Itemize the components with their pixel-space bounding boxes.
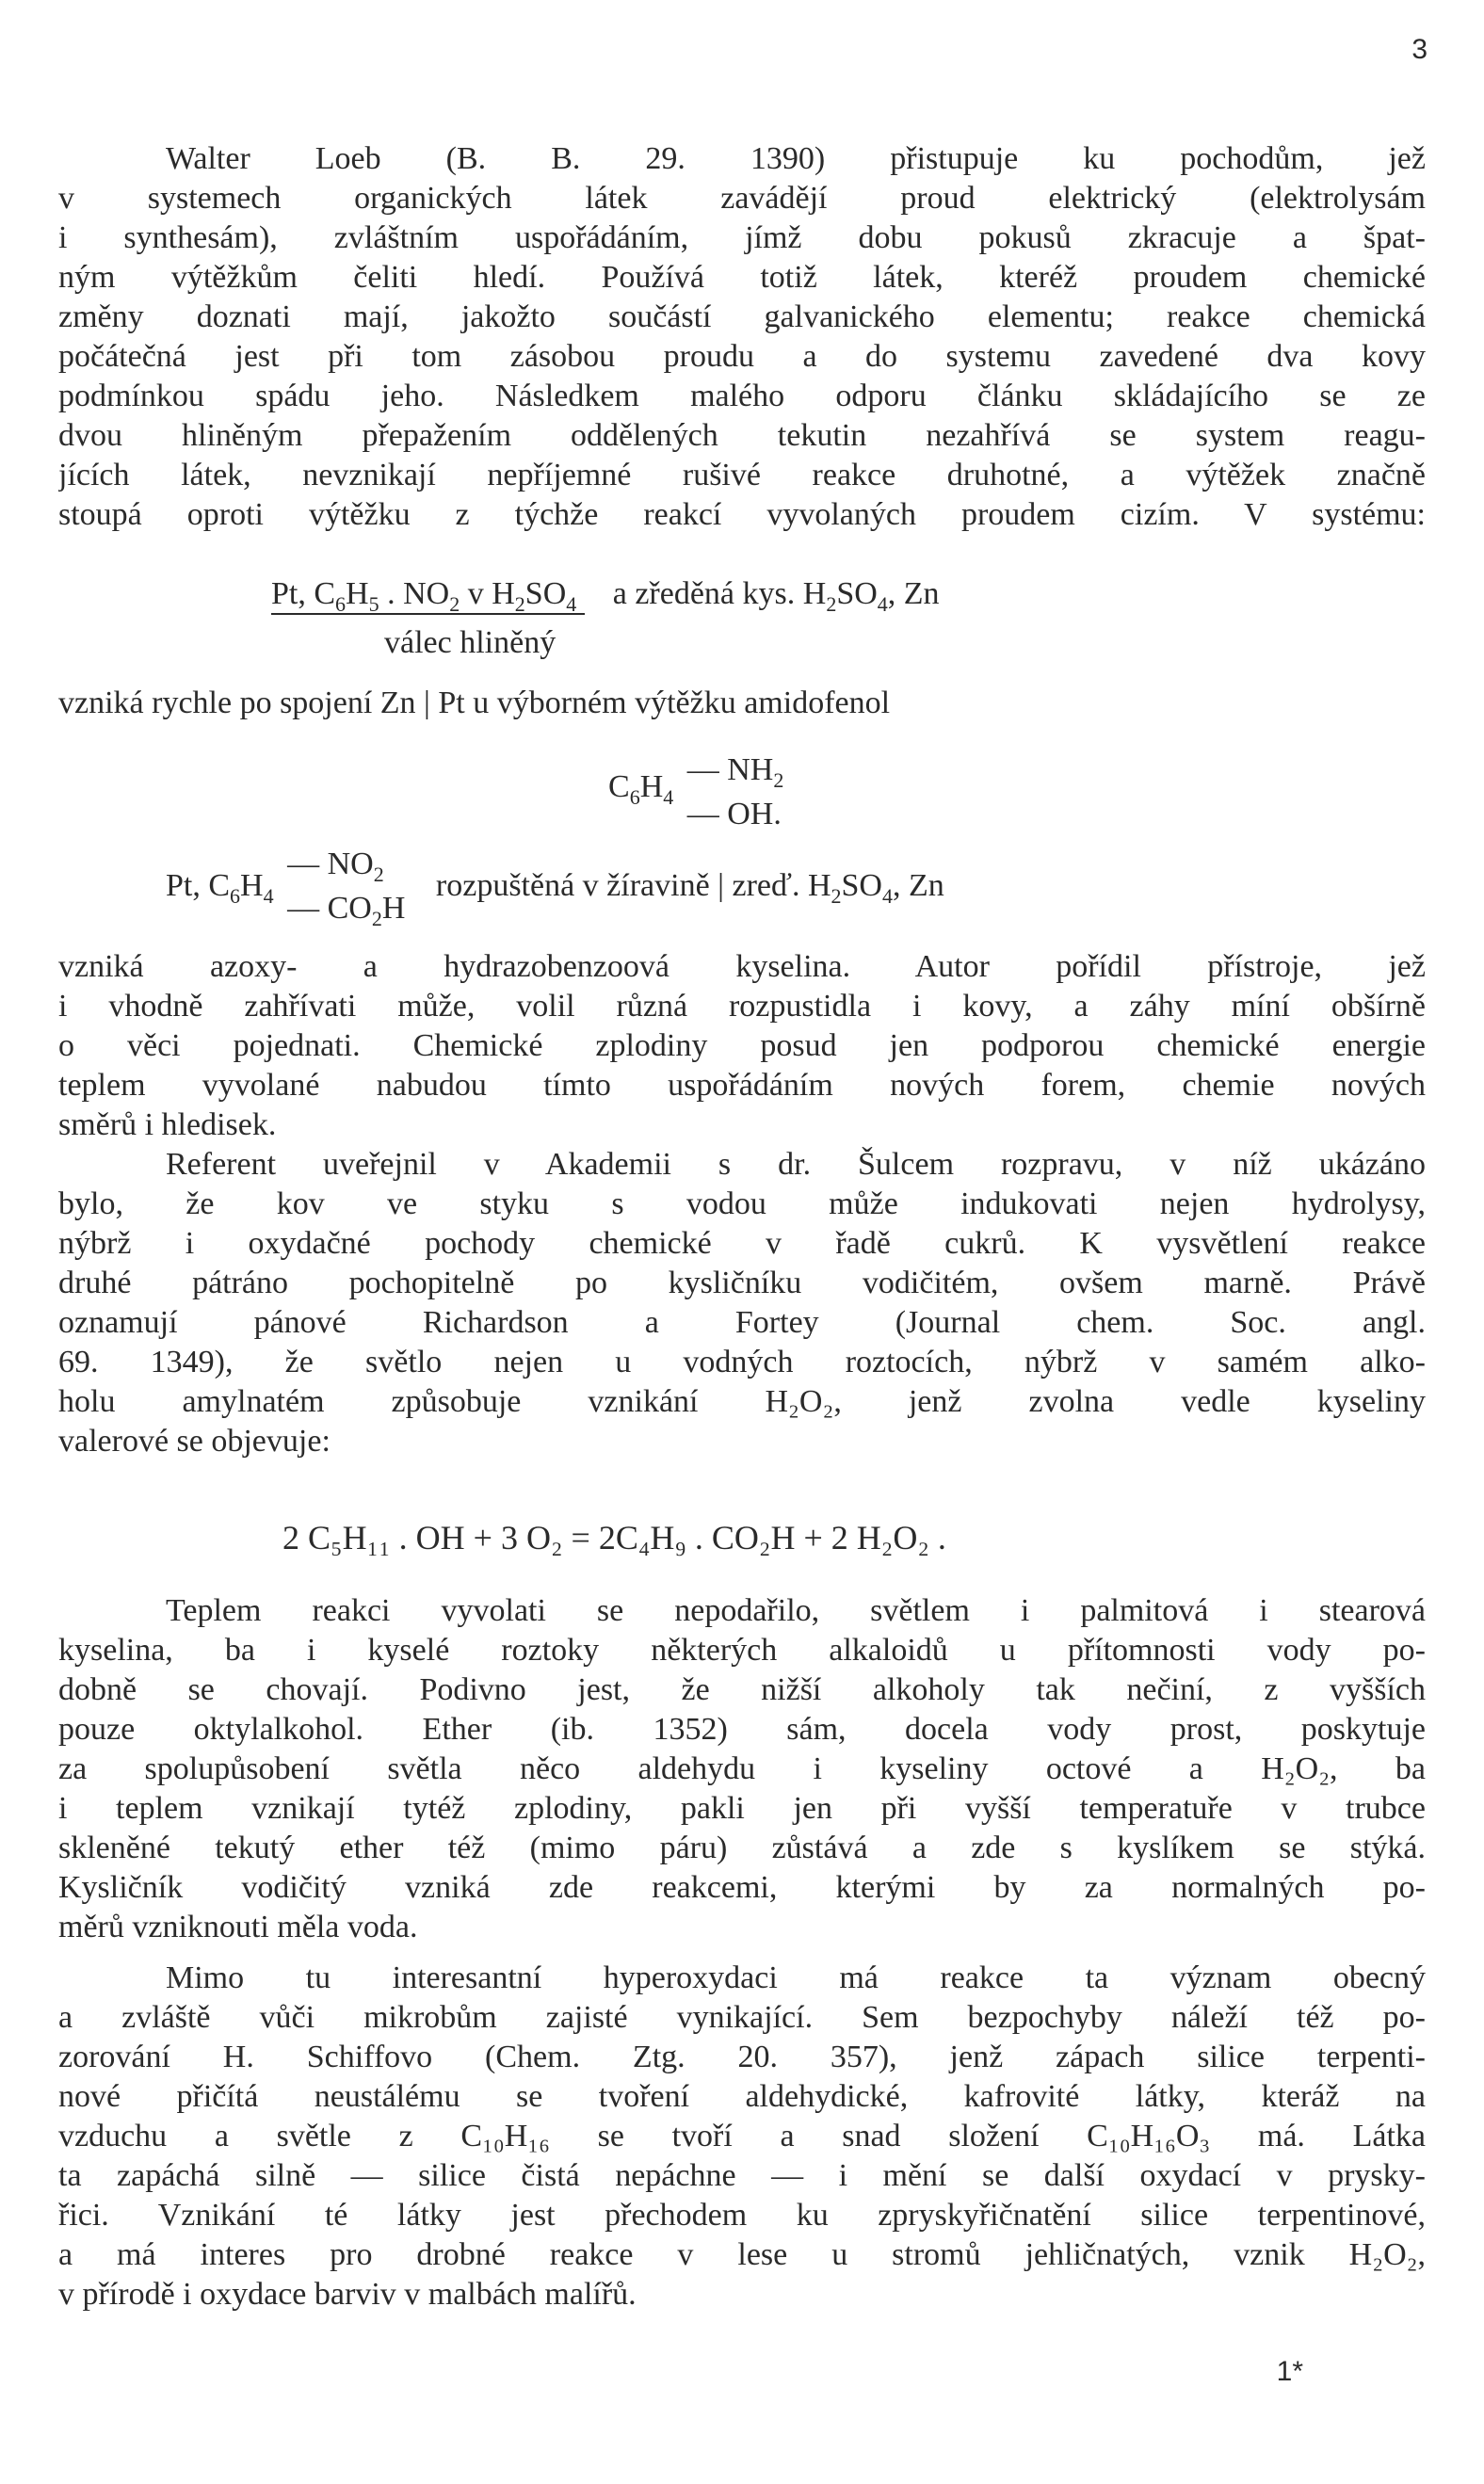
formula-nitrobenzoic: Pt, $C_6H_4$ — $NO_2$ — $CO_2H$ rozpuštěná v žíravině | zreď. $H_2SO_4$, Zn (166, 847, 944, 930)
signature-mark: 1* (1276, 2356, 1303, 2387)
text-line: Walter Loeb (B. B. 29. 1390) přistupuje ku pochodům, jež (166, 141, 1426, 176)
text-line: o věci pojednati. Chemické zplodiny posud jen podporou chemické energie (58, 1028, 1426, 1063)
text-line: ným výtěžkům čeliti hledí. Používá totiž látek, kteréž proudem chemické (58, 260, 1426, 295)
formula-underbrace-label: válec hliněný (384, 625, 556, 660)
text-line: Teplem reakci vyvolati se nepodařilo, světlem i palmitová i stearová (166, 1593, 1426, 1628)
text-line: Kysličník vodičitý vzniká zde reakcemi, kterými by za normalných po- (58, 1870, 1426, 1905)
text-line: řici. Vznikání té látky jest přechodem ku zpryskyřičnatění silice terpentinové, (58, 2198, 1426, 2233)
text-line: měrů vzniknouti měla voda. (58, 1910, 418, 1944)
text-line: i synthesám), zvláštním uspořádáním, jímž dobu pokusů zkracuje a špat- (58, 220, 1426, 255)
text-line: podmínkou spádu jeho. Následkem malého odporu článku skládajícího se ze (58, 379, 1426, 413)
text-line: za spolupůsobení světla něco aldehydu i kyseliny octové a H₂O₂, ba (58, 1751, 1426, 1786)
text-line: skleněné tekutý ether též (mimo páru) zůstává a zde s kyslíkem se stýká. (58, 1831, 1426, 1865)
text-line: a má interes pro drobné reakce v lese u stromů jehličnatých, vznik H₂O₂, (58, 2237, 1426, 2272)
text-line: kyselina, ba i kyselé roztoky některých alkaloidů u přítomnosti vody po- (58, 1633, 1426, 1668)
text-line: nýbrž i oxydačné pochody chemické v řadě cukrů. K vysvětlení reakce (58, 1226, 1426, 1261)
text-line: změny doznati mají, jakožto součástí galvanického elementu; reakce chemická (58, 299, 1426, 334)
text-line: bylo, že kov ve styku s vodou může indukovati nejen hydrolysy, (58, 1186, 1426, 1221)
text-line: teplem vyvolané nabudou tímto uspořádáním nových forem, chemie nových (58, 1068, 1426, 1103)
text-line: počátečná jest při tom zásobou proudu a do systemu zavedené dva kovy (58, 339, 1426, 374)
text-line: dobně se chovají. Podivno jest, že nižší alkoholy tak nečiní, z vyšších (58, 1672, 1426, 1707)
text-line: i vhodně zahřívati může, volil různá rozpustidla i kovy, a záhy míní obšírně (58, 989, 1426, 1024)
text-line: nové přičítá neustálému se tvoření aldehydické, kafrovité látky, kteráž na (58, 2079, 1426, 2114)
text-line: vzduchu a světle z C₁₀H₁₆ se tvoří a snad složení C₁₀H₁₆O₃ má. Látka (58, 2119, 1426, 2153)
text-line: 69. 1349), že světlo nejen u vodných roztocích, nýbrž v samém alko- (58, 1345, 1426, 1379)
formula-amidofenol: $C_6H_4$ — $NH_2$ — OH. (608, 752, 784, 831)
text-line: Referent uveřejnil v Akademii s dr. Šulcem rozpravu, v níž ukázáno (166, 1147, 1426, 1182)
page-number: 3 (1411, 34, 1428, 65)
text-line: oznamují pánové Richardson a Fortey (Journal chem. Soc. angl. (58, 1305, 1426, 1340)
text-line: valerové se objevuje: (58, 1424, 331, 1459)
text-line: vzniká rychle po spojení Zn | Pt u výborném výtěžku amidofenol (58, 686, 891, 720)
text-line: jících látek, nevznikají nepříjemné rušivé reakce druhotné, a výtěžek značně (58, 458, 1426, 492)
text-line: pouze oktylalkohol. Ether (ib. 1352) sám, docela vody prost, poskytuje (58, 1712, 1426, 1747)
text-line: Mimo tu interesantní hyperoxydaci má reakce ta význam obecný (166, 1960, 1426, 1995)
formula-electrode-system: Pt, $C_6H_5$ . $NO_2$ v $H_2SO_4$ a zředěná kys. $H_2SO_4$, Zn (271, 576, 940, 616)
formula-reaction: 2 C₅H₁₁ . OH + 3 O₂ = 2C₄H₉ . CO₂H + 2 H₂O₂ . (282, 1519, 946, 1557)
text-line: a zvláště vůči mikrobům zajisté vynikající. Sem bezpochyby náleží též po- (58, 2000, 1426, 2035)
text-line: v systemech organických látek zavádějí proud elektrický (elektrolysám (58, 181, 1426, 216)
text-line: stoupá oproti výtěžku z týchže reakcí vyvolaných proudem cizím. V systému: (58, 497, 1426, 532)
text-line: i teplem vznikají tytéž zplodiny, pakli jen při vyšší temperatuře v trubce (58, 1791, 1426, 1826)
text-line: druhé pátráno pochopitelně po kysličníku vodičitém, ovšem marně. Právě (58, 1266, 1426, 1300)
text-line: zorování H. Schiffovo (Chem. Ztg. 20. 357), jenž zápach silice terpenti- (58, 2040, 1426, 2074)
text-line: dvou hliněným přepažením oddělených tekutin nezahřívá se system reagu- (58, 418, 1426, 453)
text-line: holu amylnatém způsobuje vznikání H₂O₂, jenž zvolna vedle kyseliny (58, 1384, 1426, 1419)
text-line: v přírodě i oxydace barviv v malbách malířů. (58, 2277, 637, 2312)
text-line: vzniká azoxy- a hydrazobenzoová kyselina. Autor pořídil přístroje, jež (58, 949, 1426, 984)
text-line: směrů i hledisek. (58, 1107, 277, 1142)
text-line: ta zapáchá silně — silice čistá nepáchne — i mění se další oxydací v prysky- (58, 2158, 1426, 2193)
